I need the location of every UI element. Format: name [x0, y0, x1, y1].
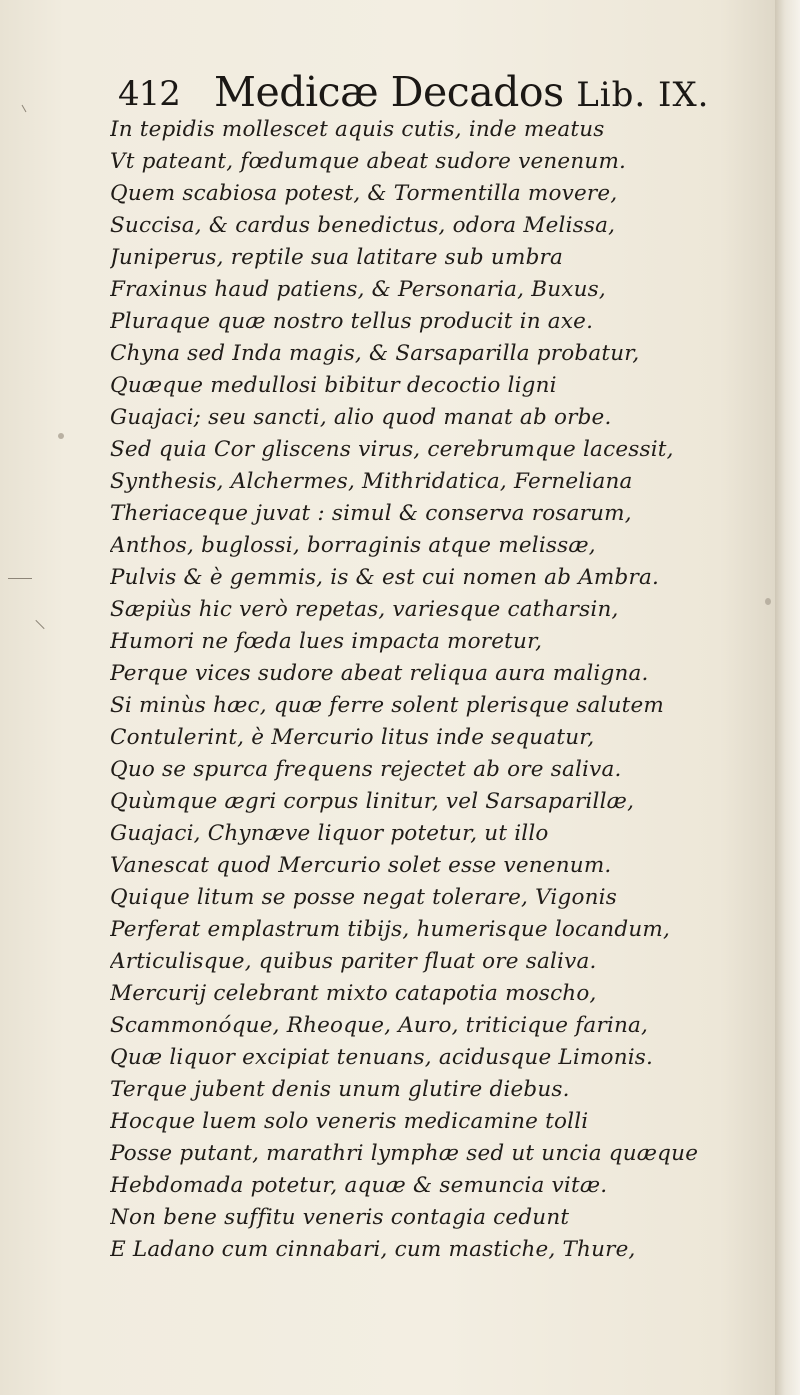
margin-mark [22, 105, 27, 112]
verse-line: Posse putant, marathri lymphæ sed ut uncia quæque [110, 1141, 699, 1166]
verse-line: Synthesis, Alchermes, Mithridatica, Ferneliana [110, 469, 633, 494]
verse-line: Vanescat quod Mercurio solet esse venenum. [110, 853, 612, 878]
running-title [214, 68, 709, 116]
title-lib: Lib. IX. [576, 75, 710, 115]
verse-line: Anthos, buglossi, borraginis atque melissæ, [110, 533, 596, 558]
verse-line: Chyna sed Inda magis, & Sarsaparilla probatur, [110, 341, 640, 366]
verse-line: Perferat emplastrum tibijs, humerisque locandum, [110, 917, 670, 942]
verse-line: Theriaceque juvat : simul & conserva rosarum, [110, 501, 632, 526]
verse-line: Quique litum se posse negat tolerare, Vigonis [110, 885, 617, 910]
verse-line: Articulisque, quibus pariter fluat ore saliva. [110, 949, 597, 974]
page-number: 412 [118, 74, 180, 114]
verse-line: Quæque medullosi bibitur decoctio ligni [110, 373, 557, 398]
verse-line: Mercurij celebrant mixto catapotia moscho, [110, 981, 597, 1006]
verse-line: In tepidis mollescet aquis cutis, inde meatus [110, 117, 605, 142]
verse-line: Quùmque ægri corpus linitur, vel Sarsaparillæ, [110, 789, 635, 814]
verse-line: Quo se spurca frequens rejectet ab ore saliva. [110, 757, 622, 782]
verse-line: Hebdomada potetur, aquæ & semuncia vitæ. [110, 1173, 608, 1198]
verse-line: Scammonóque, Rheoque, Auro, triticique farina, [110, 1013, 649, 1038]
verse-line: E Ladano cum cinnabari, cum mastiche, Thure, [110, 1237, 636, 1262]
margin-mark [35, 620, 44, 629]
verse-line: Pluraque quæ nostro tellus producit in axe. [110, 309, 594, 334]
verse-line: Guajaci; seu sancti, alio quod manat ab orbe. [110, 405, 612, 430]
verse-line: Quæ liquor excipiat tenuans, acidusque Limonis. [110, 1045, 654, 1070]
page-edge [775, 0, 800, 1395]
ink-blot [58, 433, 64, 439]
verse-line: Sæpiùs hic verò repetas, variesque catharsin, [110, 597, 619, 622]
verse-line: Si minùs hæc, quæ ferre solent plerisque salutem [110, 693, 665, 718]
verse-line: Humori ne fœda lues impacta moretur, [110, 629, 543, 654]
verse-line: Sed quia Cor gliscens virus, cerebrumque lacessit, [110, 437, 674, 462]
running-header [118, 68, 718, 120]
margin-mark [8, 578, 32, 579]
verse-line: Guajaci, Chynæve liquor potetur, ut illo [110, 821, 549, 846]
verse-line: Pulvis & è gemmis, is & est cui nomen ab Ambra. [110, 565, 659, 590]
verse-line: Contulerint, è Mercurio litus inde sequatur, [110, 725, 595, 750]
verse-line: Succisa, & cardus benedictus, odora Melissa, [110, 213, 616, 238]
verse-line: Vt pateant, fœdumque abeat sudore venenum. [110, 149, 627, 174]
verse-line: Fraxinus haud patiens, & Personaria, Buxus, [110, 277, 606, 302]
verse-line: Non bene suffitu veneris contagia cedunt [110, 1205, 570, 1230]
verse-line: Juniperus, reptile sua latitare sub umbra [110, 245, 564, 270]
title-main: Medicæ Decados [214, 68, 564, 116]
verse-line: Terque jubent denis unum glutire diebus. [110, 1077, 570, 1102]
verse-line: Quem scabiosa potest, & Tormentilla movere, [110, 181, 618, 206]
verse-line: Hocque luem solo veneris medicamine tolli [110, 1109, 589, 1134]
verse-line: Perque vices sudore abeat reliqua aura maligna. [110, 661, 649, 686]
